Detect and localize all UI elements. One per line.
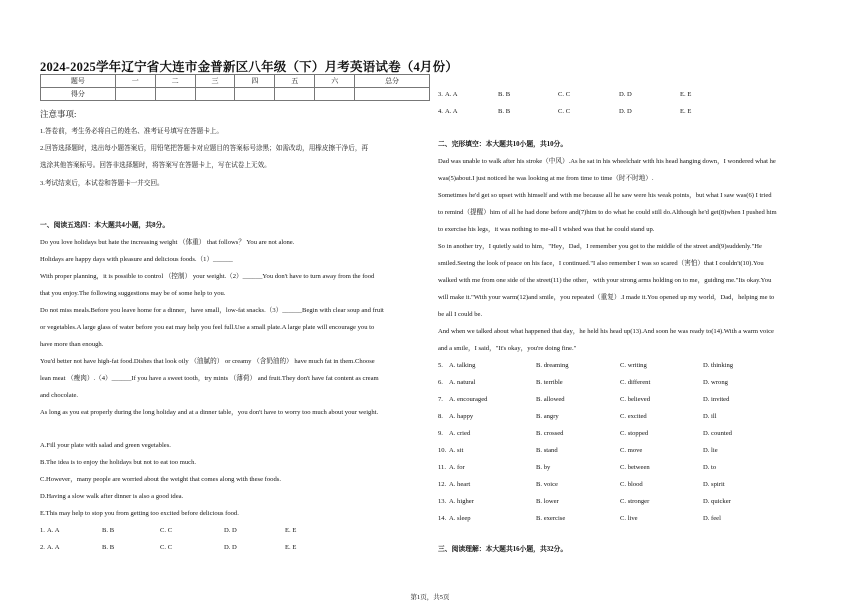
- score-table-cell: 二: [155, 75, 195, 88]
- answer-option[interactable]: B. exercise: [536, 515, 566, 522]
- question-number: 12.: [438, 481, 447, 488]
- answer-option[interactable]: D. quicker: [703, 498, 731, 505]
- answer-option[interactable]: E. E: [285, 544, 297, 551]
- passage-line: Do you love holidays but hate the increasing weight （体重） that follows？ You are not alone.: [40, 239, 295, 246]
- answer-option[interactable]: A. higher: [449, 498, 474, 505]
- passage-line: So in another try，I quietly said to him，"Hey，Dad，I remember you got to the middle of the street and(9)suddenly."He: [438, 243, 762, 250]
- answer-option[interactable]: B. dreaming: [536, 362, 569, 369]
- question-number: 5.: [438, 362, 443, 369]
- score-table-cell: 六: [315, 75, 355, 88]
- answer-option[interactable]: C. between: [620, 464, 650, 471]
- answer-option[interactable]: B. B: [102, 544, 115, 551]
- answer-option[interactable]: C. live: [620, 515, 638, 522]
- score-table-cell: 一: [115, 75, 155, 88]
- answer-option[interactable]: B. crossed: [536, 430, 564, 437]
- score-cell: [315, 88, 355, 101]
- passage-line: Holidays are happy days with pleasure and delicious foods.（1）______: [40, 256, 233, 263]
- answer-option[interactable]: D. spirit: [703, 481, 725, 488]
- score-table-row-label: 得分: [41, 88, 116, 101]
- answer-option[interactable]: C. stronger: [620, 498, 650, 505]
- answer-option[interactable]: B. angry: [536, 413, 559, 420]
- option-sentence: B.The idea is to enjoy the holidays but not to eat too much.: [40, 459, 197, 466]
- question-number: 11.: [438, 464, 446, 471]
- answer-option[interactable]: D. thinking: [703, 362, 734, 369]
- answer-option[interactable]: B. by: [536, 464, 551, 471]
- answer-option[interactable]: C. C: [558, 91, 571, 98]
- option-sentence: A.Fill your plate with salad and green vegetables.: [40, 442, 171, 449]
- answer-option[interactable]: B. terrible: [536, 379, 563, 386]
- answer-option[interactable]: D. ill: [703, 413, 717, 420]
- answer-option[interactable]: D. wrong: [703, 379, 728, 386]
- score-table-cell: 五: [275, 75, 315, 88]
- notice-item: 3.考试结束后，本试卷和答题卡一并交回。: [40, 180, 164, 187]
- question-number: 10.: [438, 447, 447, 454]
- answer-option[interactable]: E. E: [680, 91, 692, 98]
- passage-line: Do not miss meals.Before you leave home for a dinner，have small，low-fat snacks.（3）______Begin with clear soup and fruit: [40, 307, 384, 314]
- option-sentence: D.Having a slow walk after dinner is also a good idea.: [40, 493, 184, 500]
- answer-option[interactable]: E. E: [680, 108, 692, 115]
- score-table-score-row: [41, 88, 430, 101]
- answer-option[interactable]: A. for: [449, 464, 465, 471]
- notice-title: 注意事项:: [40, 109, 77, 119]
- answer-option[interactable]: C. blood: [620, 481, 643, 488]
- passage-line: And when we talked about what happened that day，he held his head up(13).And soon he was ready to(14).With a warm voice: [438, 328, 774, 335]
- answer-option[interactable]: C. stopped: [620, 430, 649, 437]
- answer-option[interactable]: D. D: [224, 544, 237, 551]
- passage-line: be all I could be.: [438, 311, 483, 318]
- answer-option[interactable]: A. A: [445, 108, 458, 115]
- passage-line: Sometimes he'd get so upset with himself and with me because all he saw were his weak points，but what I saw was(6) I tried: [438, 192, 772, 199]
- question-number: 13.: [438, 498, 447, 505]
- score-cell: [115, 88, 155, 101]
- score-cell: [155, 88, 195, 101]
- score-cell: [355, 88, 430, 101]
- passage-line: With proper planning，it is possible to control （控制） your weight.（2）______You don't have to turn away from the food: [40, 273, 375, 280]
- answer-option[interactable]: A. encouraged: [449, 396, 488, 403]
- answer-option[interactable]: B. lower: [536, 498, 559, 505]
- answer-option[interactable]: D. invited: [703, 396, 730, 403]
- passage-line: You'd better not have high-fat food.Dishes that look oily （油腻的） or creamy （含奶油的） have much fat in them.Choose: [40, 358, 375, 365]
- score-cell: [235, 88, 275, 101]
- answer-option[interactable]: A. sit: [449, 447, 464, 454]
- notice-item: 选涂其他答案标号。回答非选择题时，将答案写在答题卡上，写在试卷上无效。: [40, 162, 271, 169]
- question-number: 9.: [438, 430, 443, 437]
- passage-line: was(5)about.I just noticed he was looking at me from time to time（时不时地）.: [438, 175, 654, 182]
- answer-option[interactable]: C. excited: [620, 413, 647, 420]
- question-number: 2.: [40, 544, 45, 551]
- answer-option[interactable]: C. different: [620, 379, 651, 386]
- passage-line: walked with me from one side of the street(11) the other，with your strong arms holding on to me，guiding me."Its okay.You: [438, 277, 772, 284]
- answer-option[interactable]: C. C: [160, 544, 173, 551]
- question-number: 4.: [438, 108, 443, 115]
- passage-line: and chocolate.: [40, 392, 79, 399]
- answer-option[interactable]: A. A: [47, 527, 60, 534]
- score-cell: [195, 88, 235, 101]
- question-number: 6.: [438, 379, 443, 386]
- question-number: 3.: [438, 91, 443, 98]
- answer-option[interactable]: D. lie: [703, 447, 718, 454]
- answer-option[interactable]: C. C: [160, 527, 173, 534]
- answer-option[interactable]: B. B: [498, 108, 511, 115]
- section-3-title: 三、阅读理解：本大题共16小题，共32分。: [438, 546, 568, 553]
- score-table-cell: 题号: [41, 75, 116, 88]
- answer-option[interactable]: D. to: [703, 464, 717, 471]
- section-1-title: 一、阅读五选四：本大题共4小题，共8分。: [40, 222, 170, 229]
- answer-option[interactable]: C. move: [620, 447, 643, 454]
- answer-option[interactable]: B. B: [102, 527, 115, 534]
- answer-option[interactable]: C. C: [558, 108, 571, 115]
- passage-line: As long as you eat properly during the long holiday and at a dinner table，you don't have to worry too much about your weight.: [40, 409, 379, 416]
- page-footer: 第1页，共5页: [410, 594, 450, 601]
- score-table-cell: 总分: [355, 75, 430, 88]
- passage-line: or vegetables.A large glass of water before you eat may help you feel full.Use a small plate.A large plate will encourage you to: [40, 324, 375, 331]
- answer-option[interactable]: B. stand: [536, 447, 558, 454]
- score-table-cell: 四: [235, 75, 275, 88]
- answer-option[interactable]: B. B: [498, 91, 511, 98]
- passage-line: to exercise his legs，it was nothing to me-all I wished was that he could stand up.: [438, 226, 655, 233]
- score-cell: [275, 88, 315, 101]
- answer-option[interactable]: B. voice: [536, 481, 558, 488]
- passage-line: Dad was unable to walk after his stroke（中风）.As he sat in his wheelchair with his head hanging down，I wondered what he: [438, 158, 776, 165]
- passage-line: will make it."With your warm(12)and smile，you repeated（重复）.I made it.You opened up my world，Dad，helping me to: [438, 294, 775, 301]
- answer-option[interactable]: A. cried: [449, 430, 471, 437]
- score-table: [40, 74, 430, 101]
- answer-option[interactable]: B. allowed: [536, 396, 565, 403]
- answer-option[interactable]: D. D: [619, 108, 632, 115]
- score-table-cell: 三: [195, 75, 235, 88]
- passage-line: to remind（提醒）him of all he had done before and(7)him to do what he could still do.Although he'd get(8)when I pushed him: [438, 209, 777, 216]
- option-sentence: E.This may help to stop you from getting too excited before delicious food.: [40, 510, 239, 517]
- question-number: 1.: [40, 527, 45, 534]
- answer-option[interactable]: D. feel: [703, 515, 721, 522]
- passage-line: that you enjoy.The following suggestions may be of some help to you.: [40, 290, 226, 297]
- score-table-header-row: [41, 75, 430, 88]
- answer-option[interactable]: E. E: [285, 527, 297, 534]
- passage-line: smiled.Seeing the look of peace on his face，I continued."I also remember I was so scared（害怕）that I couldn't(10).You: [438, 260, 764, 267]
- answer-option[interactable]: C. believed: [620, 396, 651, 403]
- answer-option[interactable]: A. happy: [449, 413, 474, 420]
- passage-line: have more than enough.: [40, 341, 104, 348]
- answer-option[interactable]: A. natural: [449, 379, 476, 386]
- answer-option[interactable]: D. counted: [703, 430, 732, 437]
- answer-option[interactable]: D. D: [619, 91, 632, 98]
- page-title: 2024-2025学年辽宁省大连市金普新区八年级（下）月考英语试卷（4月份）: [40, 60, 459, 74]
- question-number: 7.: [438, 396, 443, 403]
- answer-option[interactable]: A. A: [47, 544, 60, 551]
- answer-option[interactable]: D. D: [224, 527, 237, 534]
- answer-option[interactable]: A. heart: [449, 481, 471, 488]
- section-2-title: 二、完形填空：本大题共10小题，共10分。: [438, 141, 568, 148]
- option-sentence: C.However，many people are worried about the weight that comes along with these foods.: [40, 476, 281, 483]
- answer-option[interactable]: A. talking: [449, 362, 476, 369]
- question-number: 8.: [438, 413, 443, 420]
- answer-option[interactable]: A. sleep: [449, 515, 471, 522]
- answer-option[interactable]: C. writing: [620, 362, 647, 369]
- notice-item: 2.回答选择题时，选出每小题答案后，用铅笔把答题卡对应题目的答案标号涂黑；如需改动，用橡皮擦干净后，再: [40, 145, 369, 152]
- answer-option[interactable]: A. A: [445, 91, 458, 98]
- passage-line: lean meat （瘦肉）.（4）______If you have a sweet tooth，try mints （薄荷） and fruit.They don't have fat content as cream: [40, 375, 379, 382]
- notice-item: 1.答卷前，考生务必将自己的姓名、准考证号填写在答题卡上。: [40, 128, 223, 135]
- question-number: 14.: [438, 515, 447, 522]
- passage-line: and a smile，I said，"It's okay，you're doing fine.": [438, 345, 577, 352]
